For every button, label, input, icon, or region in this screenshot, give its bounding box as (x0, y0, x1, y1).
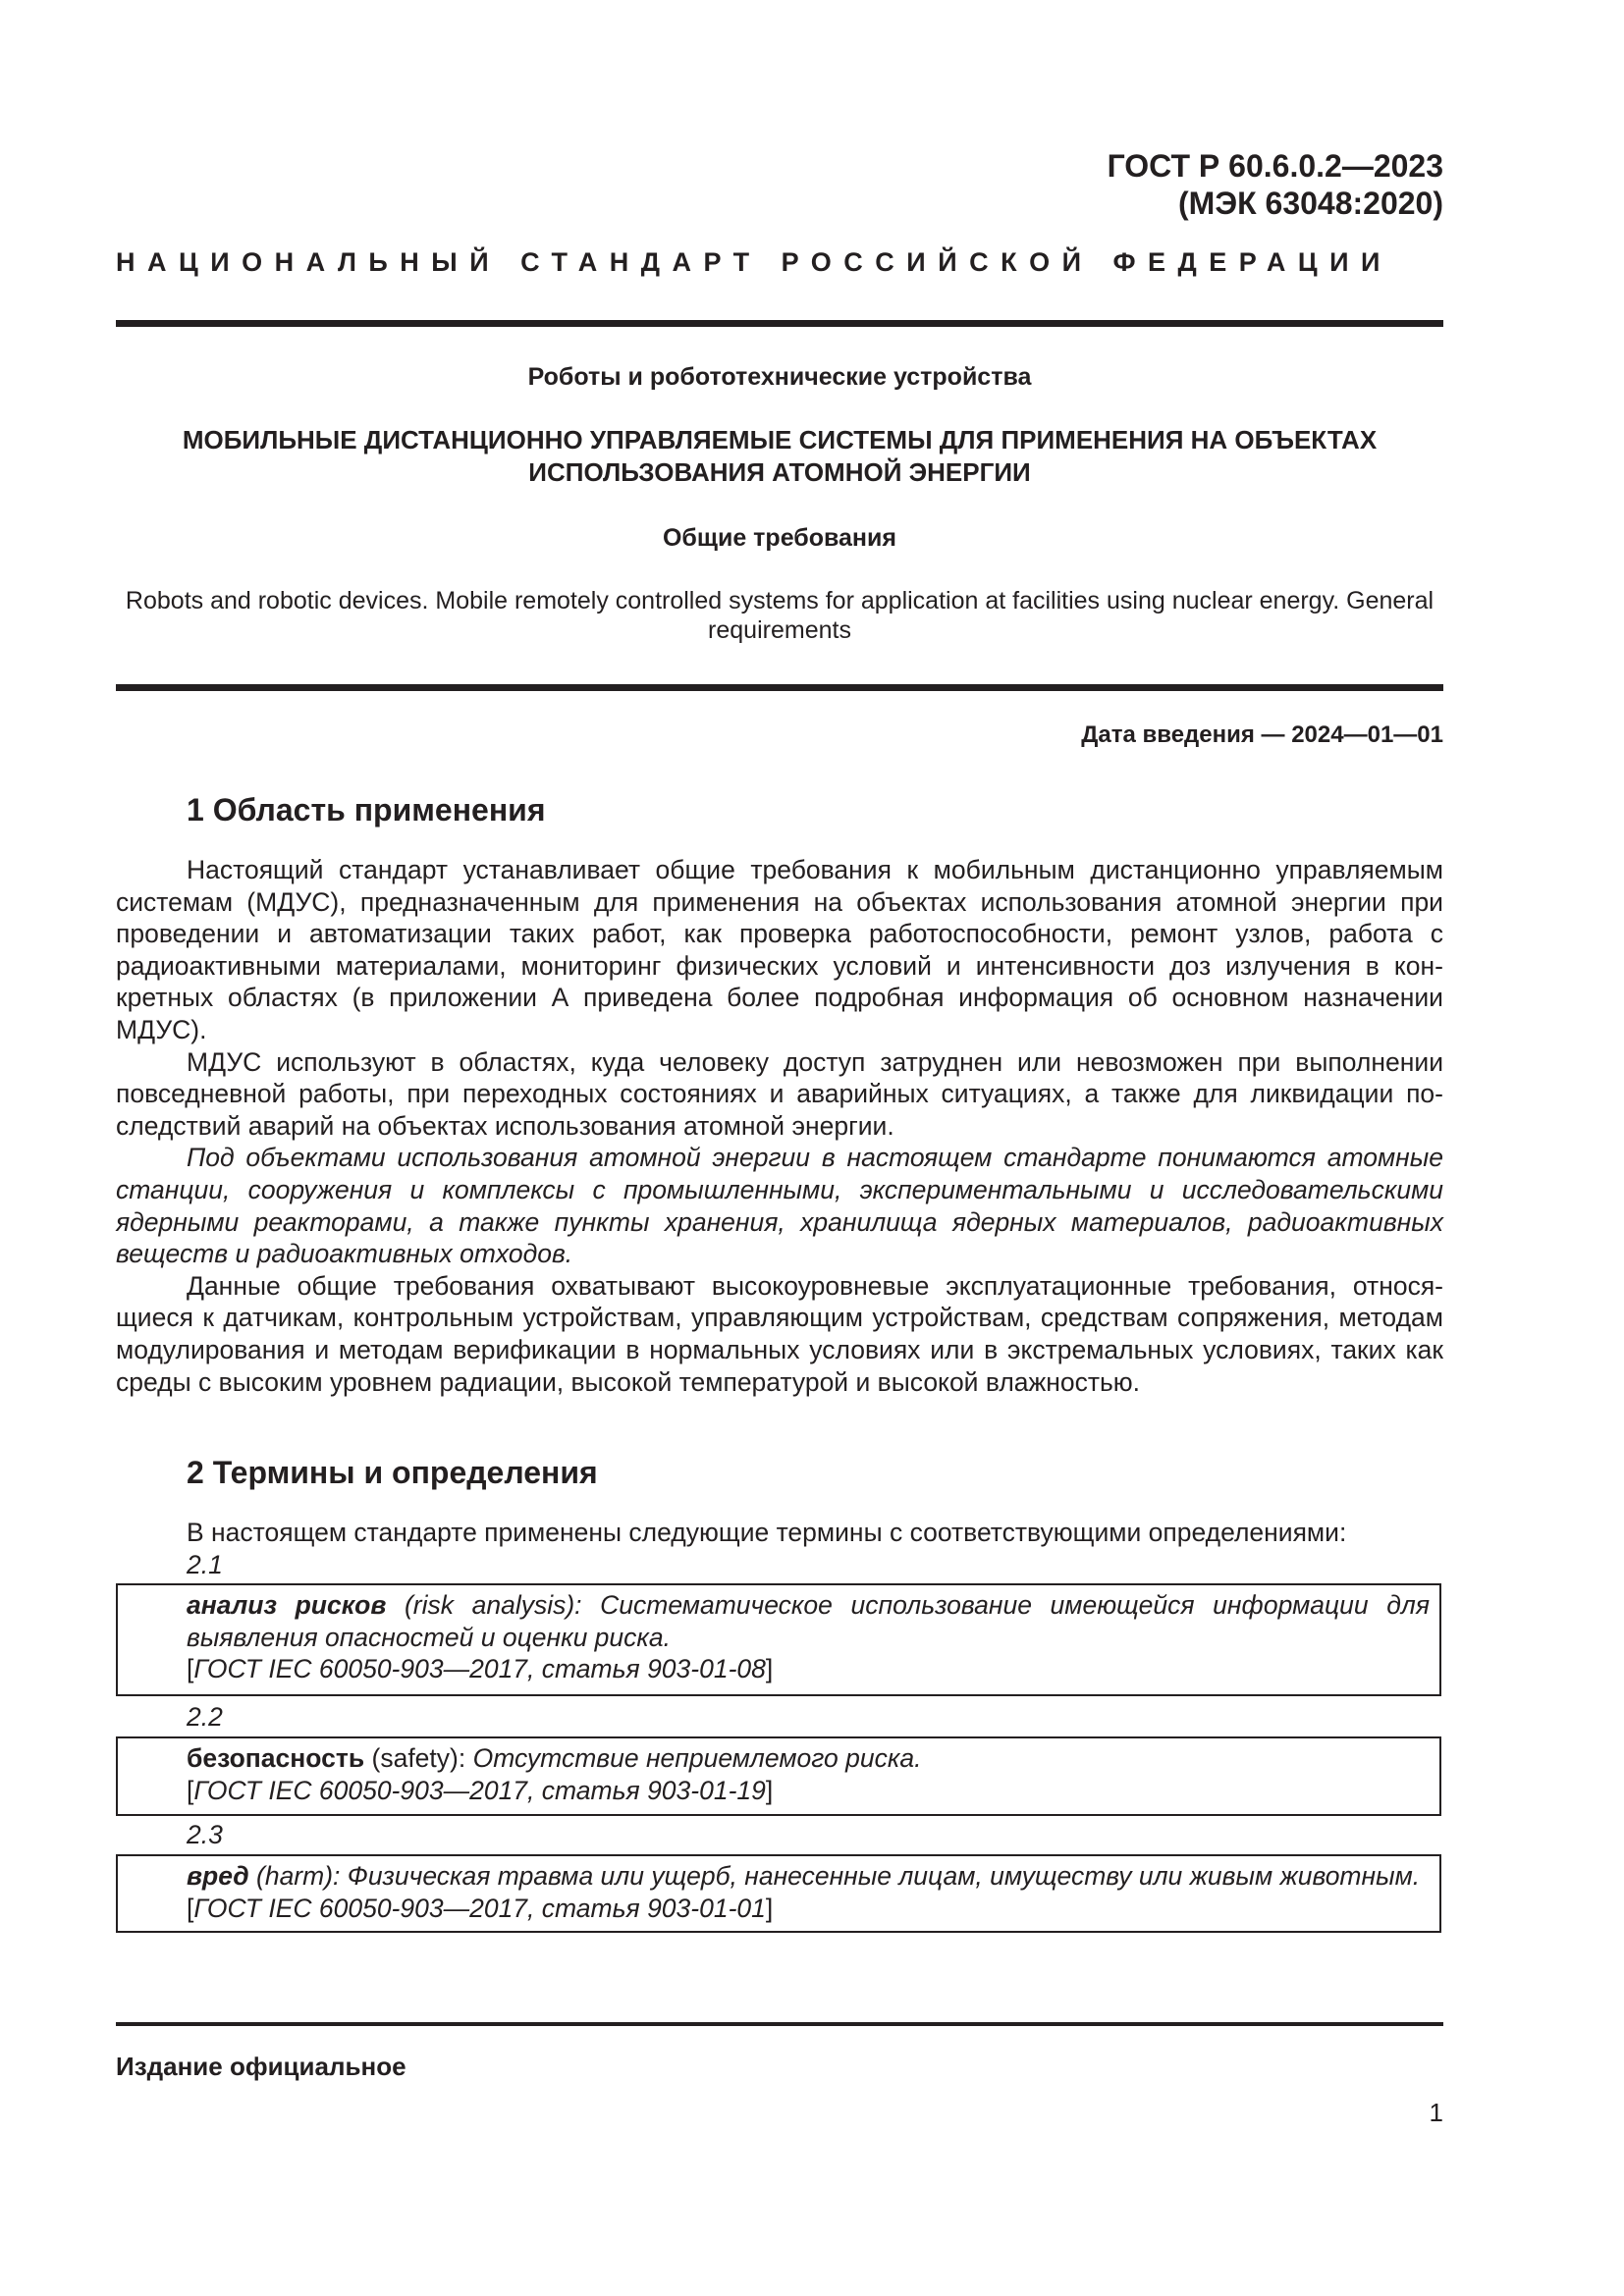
term-number: 2.2 (187, 1702, 223, 1732)
official-edition-label: Издание официальное (116, 2052, 406, 2081)
section2-intro-text: В настоящем стандарте применены следующие термины с соответствующими определениями: (187, 1518, 1347, 1547)
national-standard-banner: НАЦИОНАЛЬНЫЙ СТАНДАРТ РОССИЙСКОЙ ФЕДЕРАЦИИ (116, 247, 1392, 277)
main-title (116, 424, 1443, 489)
term-source: [ГОСТ IEC 60050-903—2017, статья 903-01-08] (187, 1654, 774, 1684)
document-number (1108, 147, 1443, 222)
footer-divider (116, 2022, 1443, 2026)
section1-paragraph2: МДУС используют в областях, куда человеку доступ затруднен или невозможен при выполнении повседневной работы, при переходных состояниях и аварийных ситуациях, а также для ликвидации последствий аварий на объектах использования атомной энергии. (116, 1046, 1443, 1141)
english-title-line1: Robots and robotic devices. Mobile remotely controlled systems for application at facilities using nuclear energy. General (125, 587, 1435, 614)
main-title-line2: ИСПОЛЬЗОВАНИЯ АТОМНОЙ ЭНЕРГИИ (528, 457, 1031, 487)
subject-title: Роботы и робототехнические устройства (527, 363, 1032, 391)
term-box-harm (116, 1854, 1441, 1933)
part-title: Общие требования (662, 524, 896, 552)
introduction-date: Дата введения — 2024—01—01 (1081, 721, 1443, 748)
term-definition-line (187, 1589, 1430, 1653)
section1-paragraph4: Данные общие требования охватывают высокоуровневые эксплуатационные требования, относящиеся к датчикам, контрольным устройствам, управляющим устройствам, средствам сопряжения, методам модулирования и методам верификации в нормальных условиях или в экстремальных условиях, таких как среды с высоким уровнем радиации, высокой температурой и высокой влажностью. (116, 1270, 1443, 1397)
term-definition: Систематическое использование имеющейся информации для выявления опасностей и оценки риска. (187, 1590, 1430, 1652)
page-number: 1 (1429, 2098, 1443, 2127)
term-definition: Физическая травма или ущерб, нанесенные лицам, имуществу или живым животным. (340, 1861, 1421, 1891)
section1-heading: 1 Область применения (187, 792, 546, 828)
term-name: безопасность (187, 1743, 365, 1773)
term-name: анализ рисков (187, 1590, 387, 1620)
section1-paragraph1: Настоящий стандарт устанавливает общие требования к мобильным дистанционно управляемым системам (МДУС), предназначенным для применения на объектах использования атомной энергии при проведении и автоматизации таких работ, как проверка работоспособности, ремонт узлов, работа с радиоактивными материалами, мониторинг физических условий и интенсивности доз излучения в конкретных областях (в приложении А приведена более подробная информация об основном назначении МДУС). (116, 855, 1443, 1044)
top-divider (116, 320, 1443, 327)
term-source-text: ГОСТ IEC 60050-903—2017, статья 903-01-08 (193, 1654, 766, 1684)
term-definition-line (187, 1742, 1430, 1775)
term-source: [ГОСТ IEC 60050-903—2017, статья 903-01-01] (187, 1893, 774, 1923)
term-source-text: ГОСТ IEC 60050-903—2017, статья 903-01-19 (193, 1775, 766, 1805)
doc-equivalent-line: (МЭК 63048:2020) (1178, 186, 1443, 221)
section2-intro (116, 1517, 1443, 1549)
section2-heading: 2 Термины и определения (187, 1455, 598, 1490)
title-divider (116, 684, 1443, 691)
english-title (116, 586, 1443, 645)
term-definition-line (187, 1860, 1430, 1893)
section1-body (116, 854, 1443, 1398)
english-title-line2: requirements (708, 616, 851, 644)
term-name: вред (187, 1861, 249, 1891)
term-number: 2.3 (187, 1820, 223, 1849)
main-title-line1: МОБИЛЬНЫЕ ДИСТАНЦИОННО УПРАВЛЯЕМЫЕ СИСТЕМЫ ДЛЯ ПРИМЕНЕНИЯ НА ОБЪЕКТАХ (182, 425, 1378, 454)
term-source-text: ГОСТ IEC 60050-903—2017, статья 903-01-01 (193, 1893, 766, 1923)
term-english: (harm): (248, 1861, 341, 1891)
term-source: [ГОСТ IEC 60050-903—2017, статья 903-01-19] (187, 1775, 774, 1805)
term-number: 2.1 (187, 1550, 223, 1579)
term-english: (risk analysis): (386, 1590, 582, 1620)
term-box-safety (116, 1736, 1441, 1816)
section1-paragraph3: Под объектами использования атомной энергии в настоящем стандарте понимаются атомные станции, сооружения и комплексы с промышленными, экспериментальными и исследовательскими ядерными реакторами, а также пункты хранения, хранилища ядерных материалов, радиоактивных веществ и радиоактивных отходов. (116, 1143, 1443, 1269)
term-definition: Отсутствие неприемлемого риска. (465, 1743, 922, 1773)
doc-number-line: ГОСТ Р 60.6.0.2—2023 (1107, 148, 1443, 184)
term-box-risk-analysis (116, 1583, 1441, 1696)
term-english: (safety): (364, 1743, 466, 1773)
